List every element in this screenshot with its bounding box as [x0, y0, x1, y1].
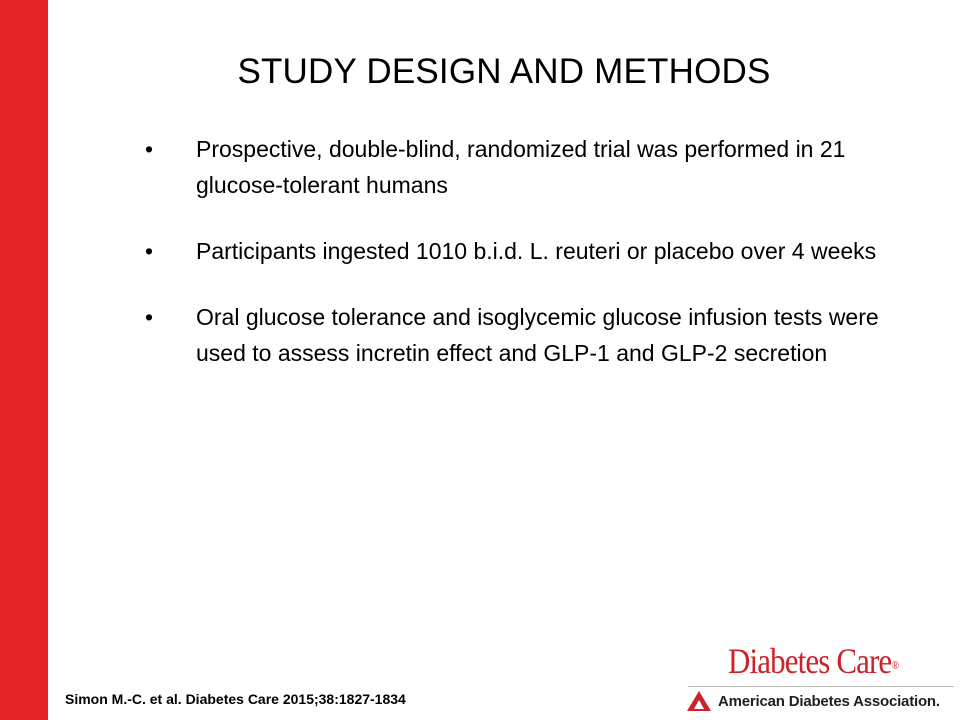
left-accent-bar — [0, 0, 48, 720]
bullet-text: Prospective, double-blind, randomized trial was performed in 21 glucose-tolerant humans — [196, 136, 846, 198]
bullet-item — [145, 233, 925, 269]
registered-mark: ® — [891, 658, 900, 672]
bullet-dot: • — [145, 136, 154, 162]
journal-name: Diabetes Care — [728, 641, 892, 681]
bullet-item — [145, 299, 925, 371]
bullet-dot: • — [145, 238, 154, 264]
bullet-item — [145, 131, 925, 203]
ada-logo — [686, 690, 940, 712]
logo-divider — [688, 686, 954, 687]
citation: Simon M.-C. et al. Diabetes Care 2015;38:1827-1834 — [65, 691, 406, 707]
bullet-text: Oral glucose tolerance and isoglycemic glucose infusion tests were used to assess incretin effect and GLP-1 and GLP-2 secretion — [196, 304, 879, 366]
slide-title: STUDY DESIGN AND METHODS — [237, 52, 771, 91]
ada-triangle-icon — [686, 690, 712, 712]
bullet-dot: • — [145, 304, 154, 330]
association-name: American Diabetes Association. — [718, 692, 940, 710]
bullet-text: Participants ingested 1010 b.i.d. L. reuteri or placebo over 4 weeks — [196, 238, 877, 264]
diabetes-care-logo — [728, 640, 899, 686]
bullet-list — [145, 131, 925, 401]
